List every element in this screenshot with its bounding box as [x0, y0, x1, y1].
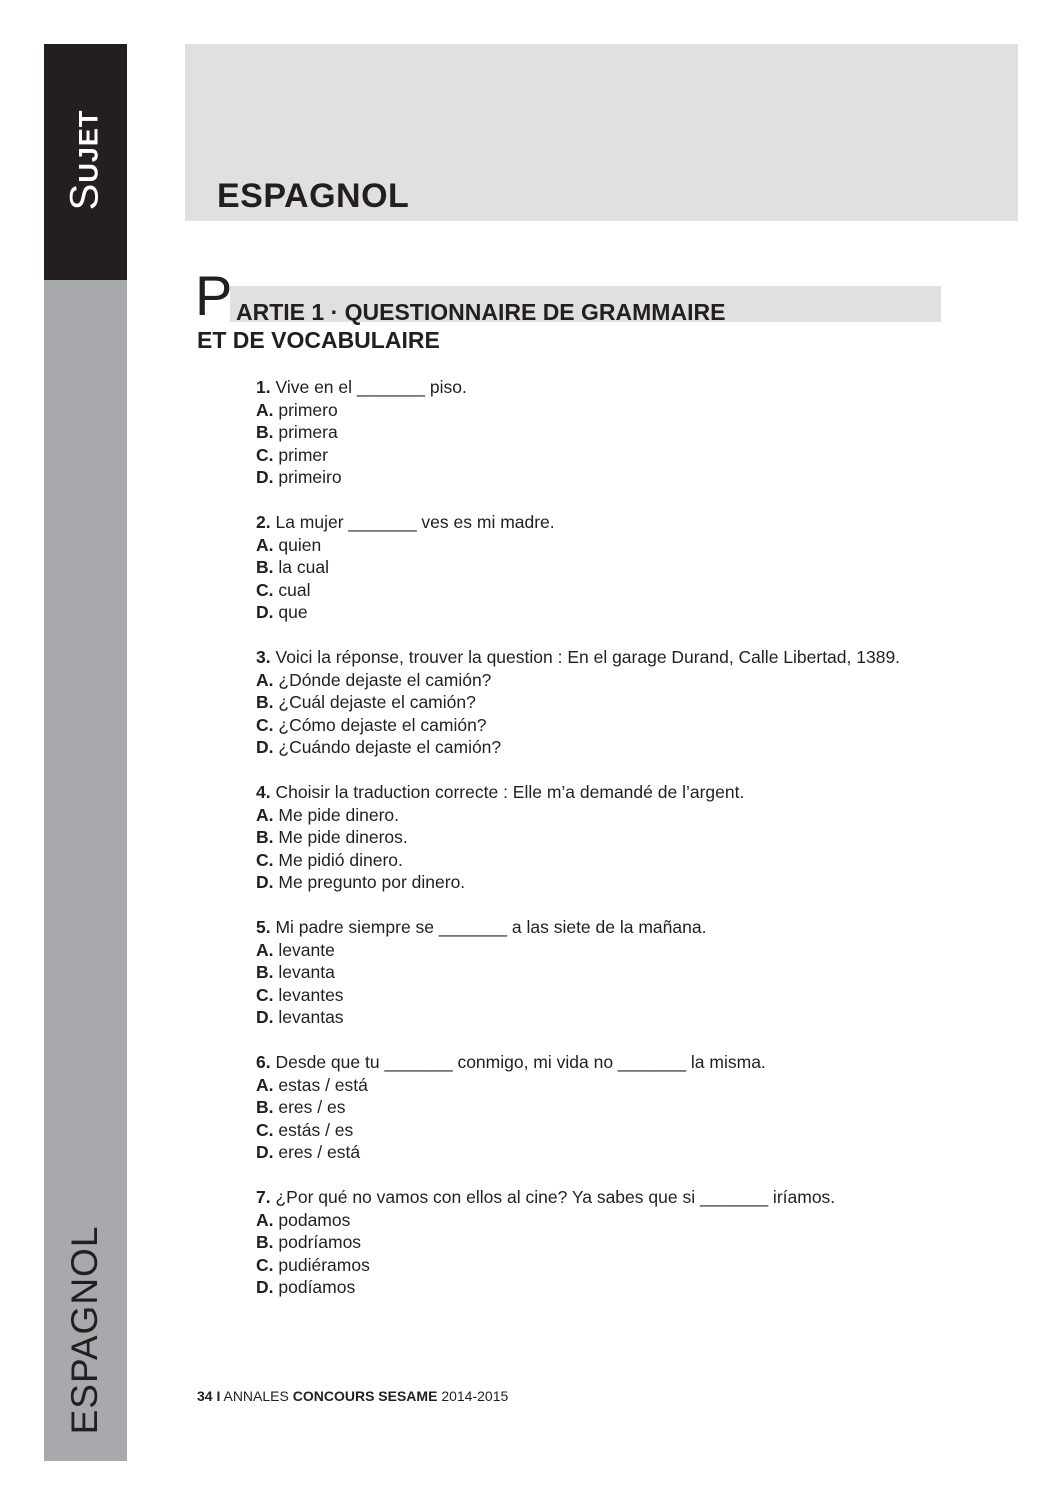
- option-c: [256, 714, 996, 737]
- option-letter: C.: [256, 714, 274, 735]
- sidebar-label-subject: ESPAGNOL: [64, 1225, 105, 1435]
- question-4: [256, 781, 996, 894]
- footer-annales: ANNALES: [223, 1388, 289, 1404]
- option-text: Me pidió dinero.: [278, 849, 403, 870]
- question-number: 7.: [256, 1187, 271, 1207]
- option-letter: C.: [256, 849, 274, 870]
- question-number: 4.: [256, 782, 271, 802]
- option-text: levante: [278, 939, 335, 960]
- option-c: [256, 984, 996, 1007]
- option-letter: C.: [256, 1254, 274, 1275]
- option-a: [256, 669, 996, 692]
- option-letter: D.: [256, 467, 274, 487]
- option-text: levanta: [278, 962, 335, 982]
- option-d: [256, 871, 996, 894]
- question-stem: [256, 511, 996, 534]
- option-d: [256, 1141, 996, 1164]
- question-6: [256, 1051, 996, 1164]
- option-text: podíamos: [278, 1277, 356, 1297]
- option-text: ¿Dónde dejaste el camión?: [278, 669, 492, 690]
- option-text: primera: [278, 422, 338, 442]
- question-text: Voici la réponse, trouver la question : En el garage Durand, Calle Libertad, 1389.: [275, 647, 901, 667]
- option-d: [256, 466, 996, 489]
- option-b: [256, 421, 996, 444]
- option-letter: D.: [256, 872, 274, 892]
- option-d: [256, 601, 996, 624]
- option-letter: A.: [256, 804, 274, 825]
- option-letter: A.: [256, 1209, 274, 1230]
- question-5: [256, 916, 996, 1029]
- option-text: podamos: [278, 1209, 351, 1230]
- option-a: [256, 399, 996, 422]
- option-text: Me pide dineros.: [278, 827, 408, 847]
- option-letter: C.: [256, 579, 274, 600]
- page-number: 34: [197, 1388, 213, 1404]
- option-text: estás / es: [278, 1119, 354, 1140]
- option-text: cual: [278, 579, 311, 600]
- question-list: [256, 376, 996, 1321]
- question-text: Vive en el _______ piso.: [275, 377, 467, 397]
- option-text: eres / es: [278, 1097, 346, 1117]
- option-b: [256, 691, 996, 714]
- option-letter: A.: [256, 534, 274, 555]
- option-a: [256, 939, 996, 962]
- question-number: 6.: [256, 1052, 271, 1072]
- option-text: ¿Cuál dejaste el camión?: [278, 692, 476, 712]
- option-letter: D.: [256, 1007, 274, 1027]
- question-stem: [256, 916, 996, 939]
- option-text: ¿Cómo dejaste el camión?: [278, 714, 487, 735]
- sidebar-label-sujet: SUJET: [62, 109, 107, 211]
- question-text: Mi padre siempre se _______ a las siete de la mañana.: [275, 917, 707, 937]
- option-text: primer: [278, 444, 328, 465]
- footer-concours: CONCOURS SESAME: [292, 1388, 438, 1404]
- option-d: [256, 1276, 996, 1299]
- option-b: [256, 556, 996, 579]
- option-c: [256, 579, 996, 602]
- page-footer: [197, 1388, 508, 1404]
- question-stem: [256, 1051, 996, 1074]
- question-text: La mujer _______ ves es mi madre.: [275, 512, 555, 532]
- question-text: ¿Por qué no vamos con ellos al cine? Ya sabes que si _______ iríamos.: [275, 1187, 836, 1207]
- option-a: [256, 1209, 996, 1232]
- option-d: [256, 736, 996, 759]
- part-heading-line1: ARTIE 1 · QUESTIONNAIRE DE GRAMMAIRE: [236, 299, 726, 325]
- option-letter: A.: [256, 669, 274, 690]
- option-c: [256, 849, 996, 872]
- question-2: [256, 511, 996, 624]
- question-text: Choisir la traduction correcte : Elle m’a demandé de l’argent.: [275, 782, 745, 802]
- option-b: [256, 1231, 996, 1254]
- option-c: [256, 1119, 996, 1142]
- option-letter: D.: [256, 602, 274, 622]
- option-d: [256, 1006, 996, 1029]
- option-text: pudiéramos: [278, 1254, 370, 1275]
- option-text: que: [278, 602, 308, 622]
- option-c: [256, 1254, 996, 1277]
- option-letter: D.: [256, 1277, 274, 1297]
- option-b: [256, 961, 996, 984]
- option-letter: A.: [256, 1074, 274, 1095]
- option-letter: A.: [256, 939, 274, 960]
- question-3: [256, 646, 996, 759]
- question-stem: [256, 376, 996, 399]
- option-text: primero: [278, 399, 338, 420]
- option-a: [256, 804, 996, 827]
- option-text: eres / está: [278, 1142, 361, 1162]
- option-letter: B.: [256, 1097, 274, 1117]
- option-letter: B.: [256, 422, 274, 442]
- option-letter: A.: [256, 399, 274, 420]
- option-text: levantes: [278, 984, 344, 1005]
- option-letter: C.: [256, 444, 274, 465]
- option-letter: B.: [256, 962, 274, 982]
- option-a: [256, 534, 996, 557]
- option-letter: D.: [256, 737, 274, 757]
- question-stem: [256, 781, 996, 804]
- option-letter: C.: [256, 984, 274, 1005]
- option-text: la cual: [278, 557, 329, 577]
- option-text: Me pide dinero.: [278, 804, 400, 825]
- option-letter: B.: [256, 827, 274, 847]
- option-letter: B.: [256, 1232, 274, 1252]
- option-b: [256, 826, 996, 849]
- option-letter: B.: [256, 692, 274, 712]
- question-stem: [256, 646, 996, 669]
- question-stem: [256, 1186, 996, 1209]
- option-letter: D.: [256, 1142, 274, 1162]
- question-7: [256, 1186, 996, 1299]
- question-1: [256, 376, 996, 489]
- option-text: primeiro: [278, 467, 342, 487]
- option-text: ¿Cuándo dejaste el camión?: [278, 737, 502, 757]
- question-number: 5.: [256, 917, 271, 937]
- question-number: 3.: [256, 647, 271, 667]
- option-a: [256, 1074, 996, 1097]
- option-letter: C.: [256, 1119, 274, 1140]
- footer-separator: I: [216, 1388, 221, 1404]
- question-number: 1.: [256, 377, 271, 397]
- footer-years: 2014-2015: [441, 1388, 509, 1404]
- option-text: quien: [278, 534, 322, 555]
- option-text: levantas: [278, 1007, 344, 1027]
- page-title: ESPAGNOL: [217, 177, 410, 215]
- question-number: 2.: [256, 512, 271, 532]
- question-text: Desde que tu _______ conmigo, mi vida no _______ la misma.: [275, 1052, 766, 1072]
- part-heading-initial: P: [195, 264, 233, 327]
- option-text: estas / está: [278, 1074, 368, 1095]
- option-b: [256, 1096, 996, 1119]
- part-heading-line2: ET DE VOCABULAIRE: [197, 327, 440, 353]
- option-letter: B.: [256, 557, 274, 577]
- option-text: podríamos: [278, 1232, 362, 1252]
- option-text: Me pregunto por dinero.: [278, 872, 466, 892]
- option-c: [256, 444, 996, 467]
